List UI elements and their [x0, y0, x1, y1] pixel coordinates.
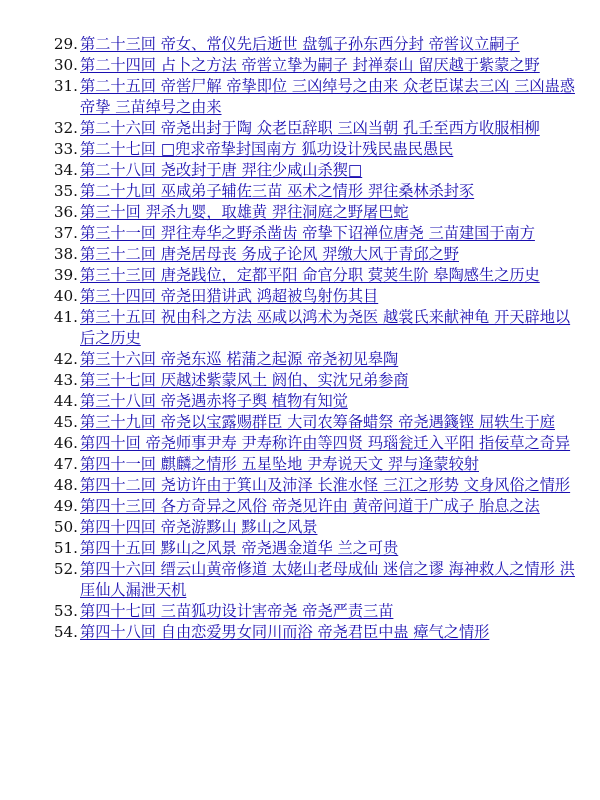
toc-entry [0, 160, 582, 181]
entry-number: 30. [53, 56, 78, 74]
entry-number: 44. [53, 392, 78, 410]
chapter-link[interactable]: 第四十二回 尧访许由于箕山及沛泽 长淮水怪 三江之形势 文身风俗之情形 [80, 476, 571, 494]
entry-number: 54. [53, 623, 78, 641]
entry-number: 52. [53, 560, 78, 578]
entry-number: 32. [53, 119, 78, 137]
chapter-link[interactable]: 第三十四回 帝尧田猎讲武 鸿超被鸟射伤其目 [80, 287, 379, 305]
chapter-link[interactable]: 第二十三回 帝女、常仪先后逝世 盘瓠子孙东西分封 帝喾议立嗣子 [80, 35, 520, 53]
toc-entry [0, 433, 582, 454]
toc-entry [0, 412, 582, 433]
toc-entry [0, 601, 582, 622]
entry-number: 40. [53, 287, 78, 305]
toc-entry [0, 223, 582, 244]
chapter-link[interactable]: 第二十七回 □兜求帝挚封国南方 狐功设计残民蛊民愚民 [80, 140, 454, 158]
chapter-link[interactable]: 第二十五回 帝喾尸解 帝挚即位 三凶绰号之由来 众老臣谋去三凶 三凶蛊惑帝挚 三苗绰号之由来 [80, 77, 575, 116]
toc-entry [0, 622, 582, 643]
toc-entry [0, 349, 582, 370]
entry-number: 34. [53, 161, 78, 179]
chapter-link[interactable]: 第四十四回 帝尧游黟山 黟山之风景 [80, 518, 318, 536]
toc-entry [0, 286, 582, 307]
entry-number: 29. [53, 35, 78, 53]
toc-entry [0, 475, 582, 496]
entry-number: 33. [53, 140, 78, 158]
toc-entry [0, 391, 582, 412]
chapter-link[interactable]: 第三十一回 羿往寿华之野杀凿齿 帝挚下诏禅位唐尧 三苗建国于南方 [80, 224, 535, 242]
entry-number: 50. [53, 518, 78, 536]
toc-entry [0, 34, 582, 55]
entry-number: 36. [53, 203, 78, 221]
toc-entry [0, 538, 582, 559]
toc-entry [0, 265, 582, 286]
toc-entry [0, 517, 582, 538]
entry-number: 38. [53, 245, 78, 263]
toc-entry [0, 76, 582, 118]
entry-number: 41. [53, 308, 78, 326]
entry-number: 42. [53, 350, 78, 368]
toc-entry [0, 559, 582, 601]
chapter-link[interactable]: 第二十八回 尧改封于唐 羿往少咸山杀猰□ [80, 161, 363, 179]
chapter-link[interactable]: 第三十八回 帝尧遇赤将子舆 植物有知觉 [80, 392, 348, 410]
entry-number: 53. [53, 602, 78, 620]
toc-entry [0, 202, 582, 223]
toc-entry [0, 118, 582, 139]
entry-number: 48. [53, 476, 78, 494]
toc-entry [0, 307, 582, 349]
chapter-link[interactable]: 第四十八回 自由恋爱男女同川而浴 帝尧君臣中蛊 瘴气之情形 [80, 623, 490, 641]
entry-number: 47. [53, 455, 78, 473]
chapter-link[interactable]: 第二十九回 巫咸弟子辅佐三苗 巫术之情形 羿往桑林杀封豕 [80, 182, 475, 200]
chapter-link[interactable]: 第四十五回 黟山之风景 帝尧遇金道华 兰之可贵 [80, 539, 399, 557]
entry-number: 45. [53, 413, 78, 431]
toc-entry [0, 454, 582, 475]
entry-number: 51. [53, 539, 78, 557]
chapter-link[interactable]: 第四十七回 三苗狐功设计害帝尧 帝尧严责三苗 [80, 602, 394, 620]
toc-entry [0, 139, 582, 160]
chapter-link[interactable]: 第二十四回 占卜之方法 帝喾立挚为嗣子 封禅泰山 留厌越于紫蒙之野 [80, 56, 540, 74]
chapter-link[interactable]: 第四十三回 各方奇异之风俗 帝尧见许由 黄帝问道于广成子 胎息之法 [80, 497, 540, 515]
chapter-link[interactable]: 第四十六回 缙云山黄帝修道 太姥山老母成仙 迷信之谬 海神救人之情形 洪厓仙人漏泄天机 [80, 560, 575, 599]
entry-number: 37. [53, 224, 78, 242]
entry-number: 31. [53, 77, 78, 95]
entry-number: 46. [53, 434, 78, 452]
entry-number: 35. [53, 182, 78, 200]
chapter-link[interactable]: 第三十七回 厌越述紫蒙风土 阏伯、实沈兄弟参商 [80, 371, 409, 389]
toc-entry [0, 181, 582, 202]
chapter-link[interactable]: 第四十一回 麒麟之情形 五星坠地 尹寿说天文 羿与逢蒙较射 [80, 455, 479, 473]
chapter-link[interactable]: 第三十五回 祝由科之方法 巫咸以鸿术为尧医 越裳氏来献神龟 开天辟地以后之历史 [80, 308, 571, 347]
chapter-link[interactable]: 第四十回 帝尧师事尹寿 尹寿称许由等四贤 玛瑙瓮迁入平阳 指佞草之奇异 [80, 434, 571, 452]
chapter-link[interactable]: 第三十回 羿杀九婴，取雄黄 羿往洞庭之野屠巴蛇 [80, 203, 409, 221]
toc-entry [0, 55, 582, 76]
chapter-link[interactable]: 第三十二回 唐尧居母丧 务成子论风 羿缴大风于青邱之野 [80, 245, 459, 263]
chapter-link[interactable]: 第三十六回 帝尧东巡 楉蒲之起源 帝尧初见皋陶 [80, 350, 399, 368]
entry-number: 43. [53, 371, 78, 389]
toc-entry [0, 370, 582, 391]
chapter-link[interactable]: 第三十九回 帝尧以宝露赐群臣 大司农筹备蜡祭 帝尧遇籛铿 屈轶生于庭 [80, 413, 555, 431]
entry-number: 39. [53, 266, 78, 284]
toc-entry [0, 496, 582, 517]
entry-number: 49. [53, 497, 78, 515]
chapter-link[interactable]: 第三十三回 唐尧践位，定都平阳 命官分职 蓂荚生阶 皋陶感生之历史 [80, 266, 540, 284]
table-of-contents [0, 34, 582, 643]
chapter-link[interactable]: 第二十六回 帝尧出封于陶 众老臣辞职 三凶当朝 孔壬至西方收服相柳 [80, 119, 540, 137]
toc-entry [0, 244, 582, 265]
